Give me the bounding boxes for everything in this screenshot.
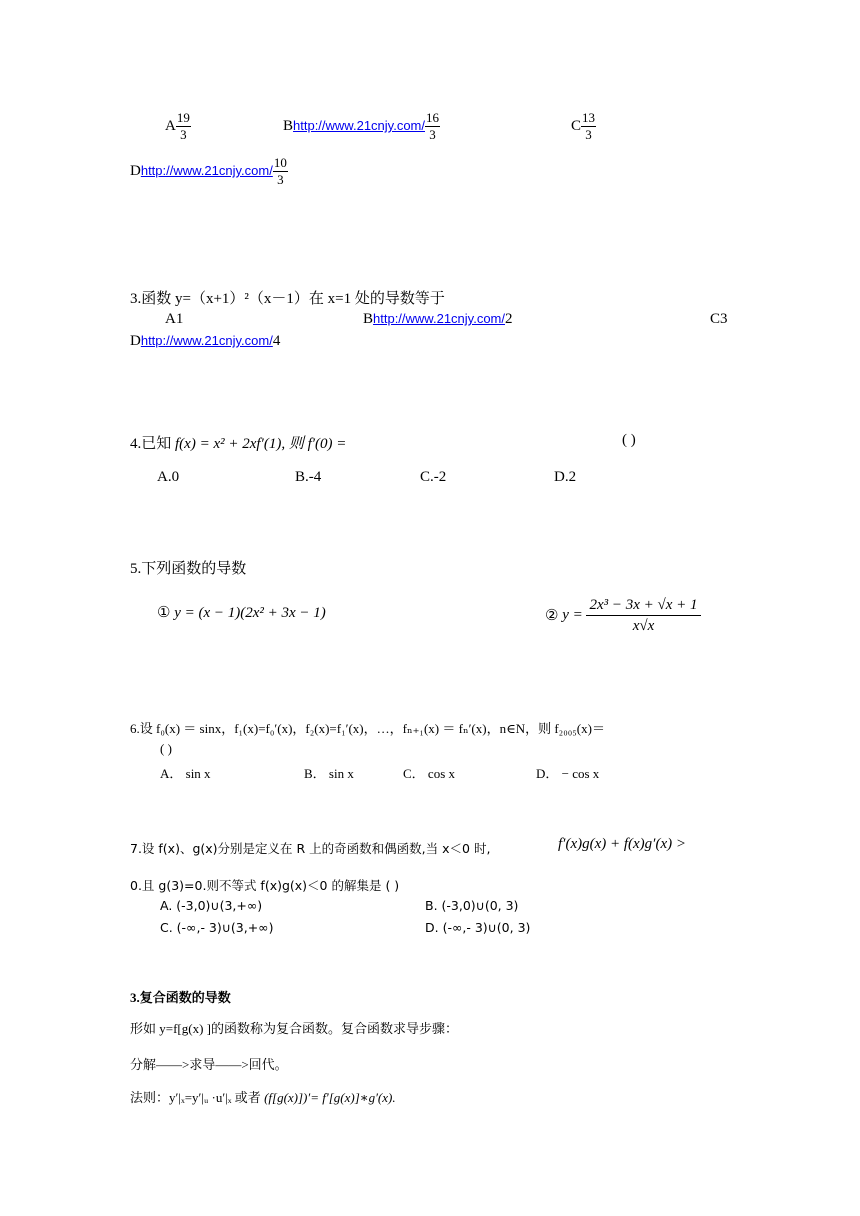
q7-option-d: D. (-∞,- 3)∪(0, 3) bbox=[425, 920, 531, 935]
link-21cnjy[interactable]: http://www.21cnjy.com/ bbox=[140, 162, 273, 178]
q2-option-b bbox=[283, 110, 440, 143]
section-heading: 3.复合函数的导数 bbox=[130, 990, 231, 1005]
q3-option-d bbox=[130, 333, 280, 350]
option-label: D bbox=[130, 333, 141, 349]
fraction-den: 3 bbox=[585, 127, 592, 142]
option-label: A bbox=[165, 117, 176, 134]
option-value: 4 bbox=[272, 333, 281, 349]
fraction-den: 3 bbox=[277, 172, 284, 187]
circled-number: ① bbox=[157, 605, 171, 621]
section-line-3 bbox=[130, 1087, 396, 1106]
q7-formula bbox=[558, 836, 686, 853]
link-21cnjy[interactable]: http://www.21cnjy.com/ bbox=[373, 311, 505, 326]
fraction-den: x√x bbox=[632, 618, 655, 634]
q7-stem-line1: 7.设 f(x)、g(x)分别是定义在 R 上的奇函数和偶函数,当 x＜0 时, bbox=[130, 841, 491, 856]
q6-stem: 6.设 f₀(x) ＝ sinx，f₁(x)=f₀′(x)，f₂(x)=f₁′(x)，…，fₙ₊₁(x) ＝ fₙ′(x)，n∈N，则 f₂₀₀₅(x)＝ bbox=[130, 721, 605, 736]
formula-text: f′(x)g(x) + f(x)g′(x) > bbox=[558, 836, 686, 852]
option-value: 2 bbox=[505, 311, 513, 327]
link-21cnjy[interactable]: http://www.21cnjy.com/ bbox=[293, 117, 425, 133]
q7-option-a: A. (-3,0)∪(3,+∞) bbox=[160, 898, 263, 913]
fraction bbox=[581, 110, 596, 143]
fraction bbox=[273, 155, 288, 188]
q6-option-d: D． − cos x bbox=[536, 766, 600, 781]
section-line-2: 分解——>求导——>回代。 bbox=[130, 1057, 288, 1072]
fraction-num: 13 bbox=[582, 110, 596, 125]
q6-answer-paren: ( ) bbox=[160, 741, 172, 756]
q4-option-d: D.2 bbox=[554, 469, 577, 485]
q7-option-b: B. (-3,0)∪(0, 3) bbox=[425, 898, 519, 913]
q4-prefix: 4.已知 bbox=[130, 436, 172, 452]
q4-stem bbox=[130, 432, 346, 453]
q5-formula-1 bbox=[157, 603, 326, 622]
q3-option-c: C3 bbox=[710, 311, 728, 327]
formula-text: y = (x − 1)(2x² + 3x − 1) bbox=[174, 605, 326, 621]
q5-formula-2 bbox=[545, 595, 701, 636]
q7-stem-line2: 0.且 g(3)=0.则不等式 f(x)g(x)＜0 的解集是 ( ) bbox=[130, 878, 400, 893]
option-label: B bbox=[363, 311, 374, 327]
fraction bbox=[176, 110, 191, 143]
q3-stem: 3.函数 y=（x+1）²（x－1）在 x=1 处的导数等于 bbox=[130, 291, 445, 307]
q2-option-c bbox=[571, 110, 596, 143]
fraction-num: 10 bbox=[273, 155, 287, 170]
q5-stem: 5.下列函数的导数 bbox=[130, 561, 247, 577]
q4-option-a: A.0 bbox=[157, 469, 180, 485]
fraction bbox=[425, 110, 440, 143]
q6-option-c: C． cos x bbox=[403, 766, 456, 781]
q7-option-c: C. (-∞,- 3)∪(3,+∞) bbox=[160, 920, 274, 935]
fraction-num: 19 bbox=[176, 110, 190, 125]
q4-option-c: C.-2 bbox=[420, 469, 447, 485]
fraction bbox=[586, 595, 700, 636]
option-label: C bbox=[571, 117, 582, 134]
fraction-num: 2x³ − 3x + √x + 1 bbox=[586, 595, 700, 616]
circled-number: ② bbox=[545, 608, 559, 624]
q2-option-d bbox=[130, 155, 288, 188]
fraction-den: 3 bbox=[429, 127, 436, 142]
rule-formula: (f[g(x)])′= f′[g(x)]∗g′(x). bbox=[264, 1090, 396, 1105]
rule-prefix: 法则：y′|ₓ=y′|ᵤ ·u′|ₓ 或者 bbox=[130, 1090, 261, 1105]
link-21cnjy[interactable]: http://www.21cnjy.com/ bbox=[140, 333, 273, 348]
q4-option-b: B.-4 bbox=[295, 469, 322, 485]
q2-option-a bbox=[165, 110, 191, 143]
q6-option-b: B． sin x bbox=[304, 766, 354, 781]
fraction-num: 16 bbox=[426, 110, 439, 125]
formula-lhs: y = bbox=[562, 607, 583, 623]
q4-formula: f(x) = x² + 2xf′(1), 则 f′(0) = bbox=[175, 436, 347, 452]
option-label: D bbox=[130, 162, 141, 179]
q4-answer-paren: ( ) bbox=[622, 432, 636, 448]
q3-option-b bbox=[363, 311, 513, 328]
fraction-den: 3 bbox=[180, 127, 187, 142]
q6-option-a: A． sin x bbox=[160, 766, 211, 781]
option-label: B bbox=[283, 117, 294, 134]
q3-option-a: A1 bbox=[165, 311, 184, 327]
section-line-1: 形如 y=f[g(x) ]的函数称为复合函数。复合函数求导步骤： bbox=[130, 1021, 458, 1036]
